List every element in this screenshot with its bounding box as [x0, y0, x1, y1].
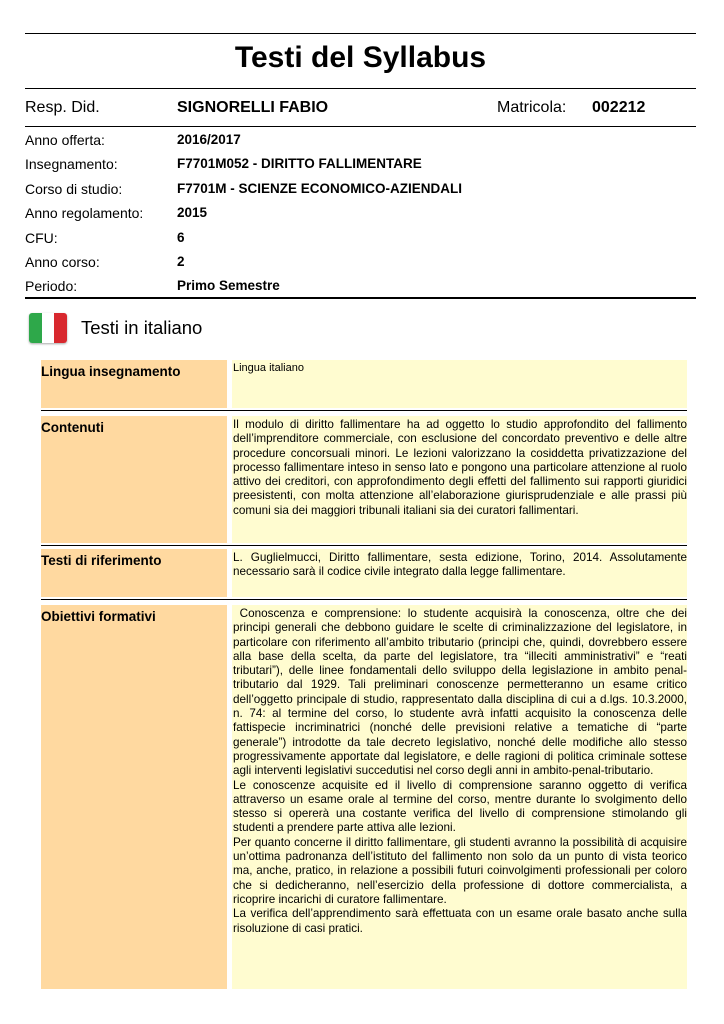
- top-rule: [25, 33, 696, 34]
- row-text-contenuti: Il modulo di diritto fallimentare ha ad oggetto lo studio approfondito del fallimento dell’imprenditore commerciale, con esclusione del concordato preventivo e delle altre procedure concorsuali minori. Le lezioni valorizzano la cosiddetta privatizzazione del processo fallimentare inteso in senso lato e pongono una particolare attenzione al ruolo attivo dei creditori, con approfondimento degli effetti del fallimento sui rapporti giuridici preesistenti, con molta attenzione all’elaborazione giurisprudenziale e alle prassi più comuni sia dei maggiori tribunali italiani sia dei curatori fallimentari.: [233, 418, 687, 517]
- row-text-obiettivi-1: Conoscenza e comprensione: lo studente acquisirà la conoscenza, oltre che dei principi generali che debbono guidare le scelte di criminalizzazione del legislatore, in particolare con riferimento all’ambito tributario (principi che, quindi, dovrebbero essere alla base della scelta, da parte del legislatore, tra “illeciti amministrativi” e “reati tributari”), delle linee fondamentali dello sviluppo della legislazione in ambito penal-tributario dal 1929. Tali preliminari conoscenze permetteranno un esame critico dell’oggetto principale di studio, rappresentato dalla disciplina di cui a d.lgs. 10.3.2000, n. 74: al termine del corso, lo studente avrà infatti acquisito la conoscenza delle fattispecie incriminatrici (nonché delle previsioni relative a tematiche di “parte generale”) introdotte da tale decreto legislativo, nonché delle modifiche allo stesso progressivamente apportate dal legislatore, e delle ragioni di politica criminale sottese agli interventi legislativi succedutisi nel corso degli anni in ambito-penal-tributario.: [233, 607, 691, 778]
- info-label-corso: Corso di studio:: [25, 181, 123, 197]
- row-text-testi: L. Guglielmucci, Diritto fallimentare, sesta edizione, Torino, 2014. Assolutamente necessario sarà il codice civile integrato dalla legge fallimentare.: [233, 551, 687, 579]
- row-label-cell: [41, 416, 227, 543]
- row-text-cell: [232, 605, 691, 989]
- title-rule: [25, 88, 696, 89]
- info-label-anno-offerta: Anno offerta:: [25, 132, 105, 148]
- resp-rule: [25, 126, 696, 127]
- info-value-insegnamento: F7701M052 - DIRITTO FALLIMENTARE: [177, 156, 422, 171]
- info-value-anno-offerta: 2016/2017: [177, 132, 241, 147]
- resp-name: SIGNORELLI FABIO: [177, 99, 329, 116]
- row-label-cell: [41, 605, 227, 989]
- row-separator: [41, 599, 687, 600]
- matricola-value: 002212: [592, 99, 646, 116]
- row-text-lingua: Lingua italiano: [233, 362, 304, 374]
- section-title: Testi in italiano: [81, 317, 203, 338]
- row-separator: [41, 410, 687, 411]
- row-text-cell: [232, 549, 687, 597]
- row-label-testi: Testi di riferimento: [41, 553, 162, 568]
- info-label-cfu: CFU:: [25, 230, 58, 246]
- row-label-cell: [41, 360, 227, 408]
- row-text-obiettivi-3: Per quanto concerne il diritto fallimentare, gli studenti avranno la possibilità di acquisire un’ottima padronanza dell’istituto del fallimento non solo da un punto di vista teorico ma, anche, pratico, in relazione a possibili futuri coinvolgimenti professionali per coloro che si dedicheranno, nell’esercizio della professione di dottore commercialista, a ricoprire incarichi di curatore fallimentare.: [233, 835, 687, 906]
- row-label-obiettivi: Obiettivi formativi: [41, 609, 156, 624]
- resp-label: Resp. Did.: [25, 99, 100, 116]
- info-value-anno-corso: 2: [177, 254, 185, 269]
- info-label-anno-regolamento: Anno regolamento:: [25, 205, 144, 221]
- row-text-cell: [232, 360, 687, 408]
- page-title: Testi del Syllabus: [234, 41, 487, 74]
- row-label-cell: [41, 549, 227, 597]
- info-label-periodo: Periodo:: [25, 278, 78, 294]
- info-value-periodo: Primo Semestre: [177, 278, 280, 293]
- info-label-insegnamento: Insegnamento:: [25, 156, 118, 172]
- info-value-cfu: 6: [177, 230, 185, 245]
- row-text-cell: [232, 416, 687, 543]
- matricola-label: Matricola:: [497, 99, 567, 116]
- info-label-anno-corso: Anno corso:: [25, 254, 100, 270]
- row-text-obiettivi-4: La verifica dell’apprendimento sarà effettuata con un esame orale basato anche sulla risoluzione di casi pratici.: [233, 907, 687, 935]
- info-rule: [25, 297, 696, 299]
- italian-flag-icon: [29, 313, 67, 343]
- flag-red-stripe: [54, 313, 67, 343]
- flag-green-stripe: [29, 313, 42, 343]
- row-separator: [41, 545, 687, 546]
- info-value-anno-regolamento: 2015: [177, 205, 208, 220]
- info-value-corso: F7701M - SCIENZE ECONOMICO-AZIENDALI: [177, 181, 463, 196]
- row-label-contenuti: Contenuti: [41, 420, 104, 435]
- flag-white-stripe: [42, 313, 55, 343]
- row-text-obiettivi-2: Le conoscenze acquisite ed il livello di comprensione saranno oggetto di verifica attraverso un esame orale al termine del corso, mentre durante lo svolgimento dello stesso si opererà una costante verifica del livello di comprensione stimolando gli studenti a prendere parte attiva alle lezioni.: [233, 778, 687, 835]
- row-label-lingua: Lingua insegnamento: [41, 364, 181, 379]
